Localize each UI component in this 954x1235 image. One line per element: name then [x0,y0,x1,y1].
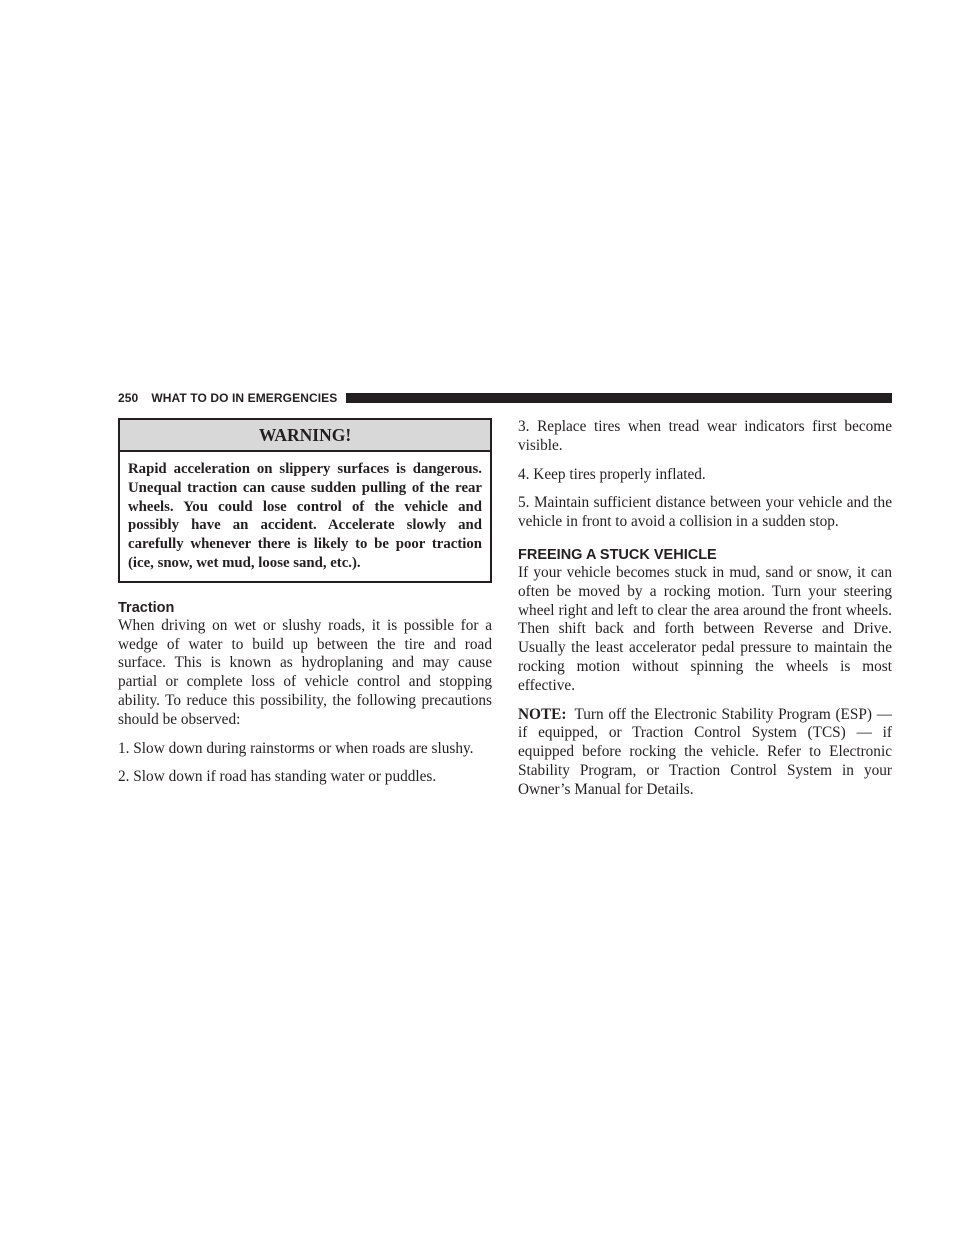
section-title: WHAT TO DO IN EMERGENCIES [151,391,338,405]
note-label: NOTE: [518,705,567,723]
stuck-heading: FREEING A STUCK VEHICLE [518,546,717,563]
stuck-text: If your vehicle becomes stuck in mud, sand or snow, it can often be moved by a rocking motion. Turn your steering wheel right and left to clear the area around the front wheels. Then shift back and forth between Reverse and Drive. Usually the least accelerator pedal pressure to maintain the rocking motion without spinning the wheels is most effective. [518,563,892,694]
note-paragraph [518,706,892,800]
traction-intro: When driving on wet or slushy roads, it is possible for a wedge of water to build up between the tire and road surface. This is known as hydroplaning and may cause partial or complete loss of vehicle control and stopping ability. To reduce this possibility, the following precautions should be observed: [118,616,492,728]
traction-item-2: 2. Slow down if road has standing water or puddles. [118,768,437,786]
traction-heading: Traction [118,599,175,616]
warning-body [120,452,490,581]
traction-item-5: 5. Maintain sufficient distance between your vehicle and the vehicle in front to avoid a collision in a sudden stop. [518,494,892,531]
traction-item-3: 3. Replace tires when tread wear indicators first become visible. [518,418,892,454]
header-rule [346,393,892,403]
right-column [518,418,892,800]
left-column [118,418,492,787]
traction-item-4: 4. Keep tires properly inflated. [518,465,706,483]
warning-box [118,418,492,583]
page-number: 250 [118,391,139,405]
warning-title: WARNING! [120,420,490,452]
note-text: Turn off the Electronic Stability Program (ESP) — if equipped, or Traction Control System (TCS) — if equipped before rocking the vehicle. Refer to Electronic Stability Program, or Traction Control System in your Owner’s Manual for Details. [518,705,892,798]
traction-item-1: 1. Slow down during rainstorms or when roads are slushy. [118,739,474,757]
page-header [118,390,892,406]
warning-text: Rapid acceleration on slippery surfaces is dangerous. Unequal traction can cause sudden pulling of the rear wheels. You could lose control of the vehicle and possibly have an accident. Accelerate slowly and carefully whenever there is likely to be poor traction (ice, snow, wet mud, loose sand, etc.). [128,461,482,571]
